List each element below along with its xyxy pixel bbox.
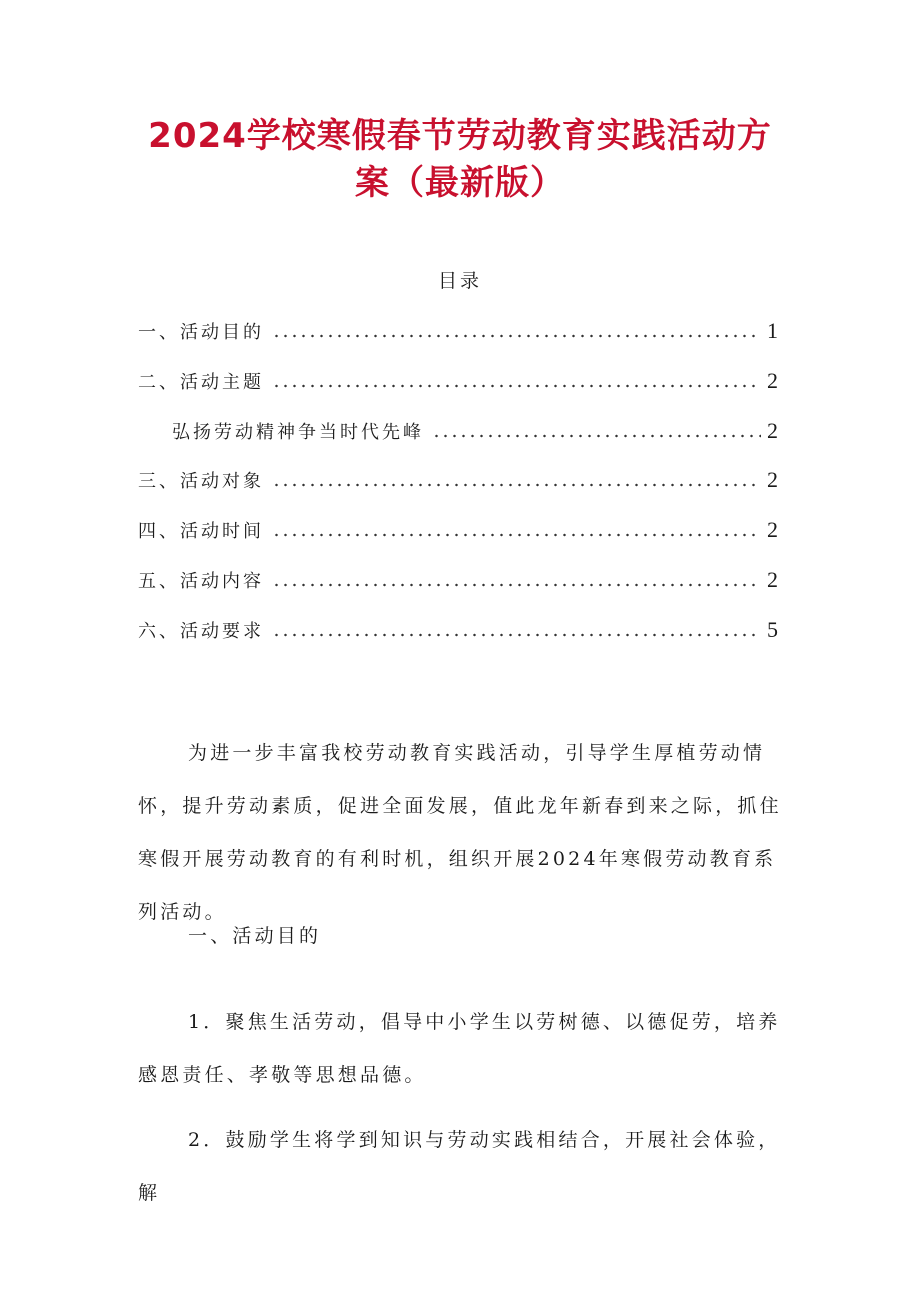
intro-text: 为进一步丰富我校劳动教育实践活动，引导学生厚植劳动情怀，提升劳动素质，促进全面发展，值此龙年新春到来之际，抓住寒假开展劳动教育的有利时机，组织开展2024年寒假劳动教育系列活动。 (138, 742, 782, 923)
toc-entry-label: 二、活动主题 (138, 372, 264, 393)
list-item-text: 2．鼓励学生将学到知识与劳动实践相结合，开展社会体验，解 (138, 1129, 781, 1204)
toc-entry-page: 2 (767, 567, 778, 592)
section-heading-text: 一、活动目的 (188, 925, 322, 947)
toc-entry-label: 一、活动目的 (138, 322, 264, 343)
list-item-2 (138, 1114, 788, 1220)
toc-entry-page: 2 (767, 467, 778, 492)
intro-paragraph (138, 727, 788, 939)
toc-entry-page: 2 (767, 418, 778, 443)
list-item-text: 1．聚焦生活劳动，倡导中小学生以劳树德、以德促劳，培养感恩责任、孝敬等思想品德。 (138, 1011, 781, 1086)
toc-heading: 目录 (437, 270, 482, 292)
toc-entry-page: 2 (767, 368, 778, 393)
toc-entry-label: 弘扬劳动精神争当时代先峰 (172, 422, 424, 443)
toc-entry[interactable] (138, 463, 778, 493)
toc-entry[interactable] (138, 314, 778, 344)
toc-entry-label: 四、活动时间 (138, 521, 264, 542)
list-item-1 (138, 996, 788, 1102)
toc-dot-leader (272, 483, 761, 487)
toc-entry[interactable] (138, 364, 778, 394)
section-heading (138, 910, 788, 963)
document-title-line-2: 案（最新版） (355, 163, 565, 203)
toc-subentry[interactable] (172, 414, 778, 444)
toc-dot-leader (272, 583, 761, 587)
toc-dot-leader (272, 633, 761, 637)
toc-entry-label: 五、活动内容 (138, 571, 264, 592)
document-title-line-1: 2024学校寒假春节劳动教育实践活动方 (148, 116, 772, 156)
toc-dot-leader (272, 384, 761, 388)
toc-entry-page: 1 (767, 318, 778, 343)
toc-entry[interactable] (138, 563, 778, 593)
toc-entry-page: 5 (767, 617, 778, 642)
toc-dot-leader (272, 334, 761, 338)
toc-entry-label: 六、活动要求 (138, 621, 264, 642)
toc-dot-leader (432, 434, 761, 438)
toc-entry-label: 三、活动对象 (138, 471, 264, 492)
toc-dot-leader (272, 533, 761, 537)
toc-entry-page: 2 (767, 517, 778, 542)
toc-entry[interactable] (138, 513, 778, 543)
toc-entry[interactable] (138, 613, 778, 643)
